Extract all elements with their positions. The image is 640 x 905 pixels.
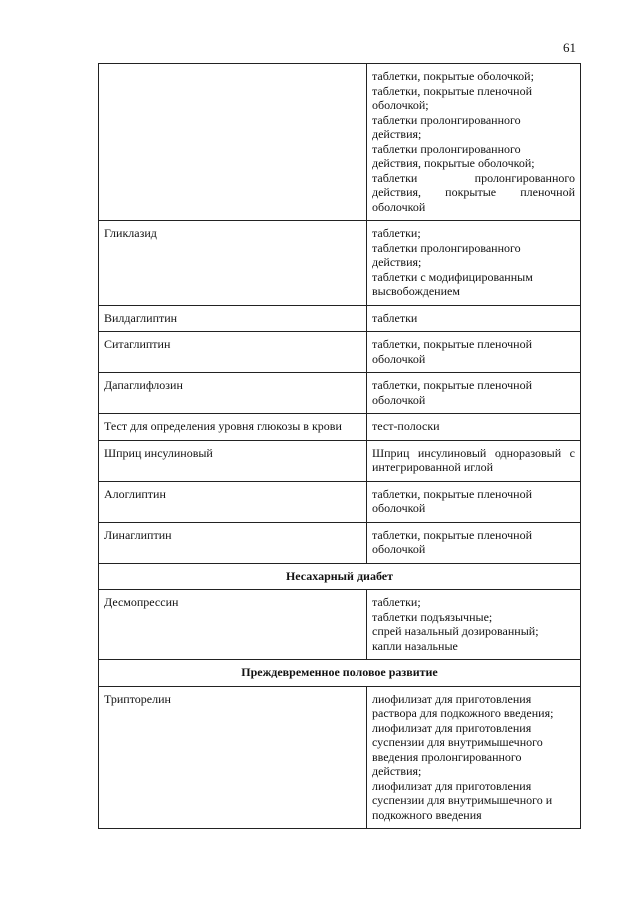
dosage-form-line: таблетки xyxy=(372,310,418,325)
dosage-forms-cell xyxy=(367,221,581,306)
dosage-form-line: подкожного введения xyxy=(372,807,482,822)
dosage-form-line: высвобождением xyxy=(372,284,460,298)
dosage-forms-cell xyxy=(367,590,581,660)
dosage-forms-cell xyxy=(367,64,581,221)
table-row xyxy=(99,440,581,481)
section-header-row xyxy=(99,563,581,590)
drug-name-cell: Шприц инсулиновый xyxy=(99,440,367,481)
dosage-form-line: таблетки, покрытые пленочной xyxy=(372,527,533,542)
dosage-forms-cell xyxy=(367,481,581,522)
table-row xyxy=(99,686,581,829)
dosage-form-line: таблетки, покрытые пленочной xyxy=(372,337,533,351)
dosage-form-line: Шприц инсулиновый одноразовый с xyxy=(372,445,575,460)
table-row xyxy=(99,481,581,522)
dosage-form-line: введения пролонгированного xyxy=(372,749,522,764)
drug-table xyxy=(98,63,581,829)
dosage-form-line: капли назальные xyxy=(372,638,458,653)
dosage-form-line: тест-полоски xyxy=(372,419,440,433)
dosage-form-line: действия; xyxy=(372,127,422,141)
table-row xyxy=(99,590,581,660)
dosage-forms-cell xyxy=(367,305,581,332)
table-row xyxy=(99,221,581,306)
dosage-form-line: оболочкой xyxy=(372,392,426,407)
drug-name-cell: Линаглиптин xyxy=(99,522,367,563)
dosage-form-line: таблетки пролонгированного xyxy=(372,240,521,255)
dosage-form-line: спрей назальный дозированный; xyxy=(372,624,539,638)
table-row xyxy=(99,522,581,563)
section-title: Преждевременное половое развитие xyxy=(99,660,581,687)
page-number: 61 xyxy=(563,40,576,55)
dosage-forms-cell xyxy=(367,686,581,829)
dosage-form-line: таблетки пролонгированного xyxy=(372,170,575,185)
dosage-form-line: таблетки, покрытые пленочной xyxy=(372,378,533,392)
drug-name-cell: Тест для определения уровня глюкозы в крови xyxy=(99,414,367,441)
dosage-form-line: таблетки, покрытые пленочной xyxy=(372,83,533,98)
dosage-form-line: оболочкой xyxy=(372,542,426,556)
drug-name-cell: Гликлазид xyxy=(99,221,367,306)
drug-name-cell: Ситаглиптин xyxy=(99,332,367,373)
dosage-form-line: оболочкой xyxy=(372,501,426,515)
drug-name-cell: Вилдаглиптин xyxy=(99,305,367,332)
dosage-form-line: таблетки; xyxy=(372,595,421,609)
dosage-forms-cell xyxy=(367,332,581,373)
dosage-forms-cell xyxy=(367,440,581,481)
table-row xyxy=(99,332,581,373)
dosage-form-line: оболочкой xyxy=(372,199,426,214)
dosage-form-line: раствора для подкожного введения; xyxy=(372,706,554,720)
table-row xyxy=(99,373,581,414)
dosage-form-line: таблетки; xyxy=(372,226,421,240)
dosage-form-line: действия; xyxy=(372,764,422,778)
dosage-forms-cell xyxy=(367,373,581,414)
table-row xyxy=(99,305,581,332)
dosage-form-line: интегрированной иглой xyxy=(372,460,494,474)
dosage-forms-cell xyxy=(367,522,581,563)
dosage-form-line: таблетки пролонгированного xyxy=(372,141,521,156)
dosage-form-line: оболочкой; xyxy=(372,98,429,112)
table-row xyxy=(99,414,581,441)
drug-name-cell: Алоглиптин xyxy=(99,481,367,522)
drug-name-cell: Дапаглифлозин xyxy=(99,373,367,414)
dosage-form-line: таблетки, покрытые пленочной xyxy=(372,486,533,501)
drug-name-cell xyxy=(99,64,367,221)
dosage-form-line: таблетки с модифицированным xyxy=(372,269,533,284)
drug-name-cell: Трипторелин xyxy=(99,686,367,829)
dosage-form-line: действия; xyxy=(372,255,422,269)
dosage-form-line: таблетки пролонгированного xyxy=(372,112,521,127)
dosage-form-line: лиофилизат для приготовления xyxy=(372,691,532,706)
dosage-form-line: действия, покрытые оболочкой; xyxy=(372,156,535,170)
drug-name-cell: Десмопрессин xyxy=(99,590,367,660)
section-title: Несахарный диабет xyxy=(99,563,581,590)
dosage-form-line: лиофилизат для приготовления xyxy=(372,778,532,793)
dosage-form-line: суспензии для внутримышечного xyxy=(372,735,543,749)
dosage-form-line: суспензии для внутримышечного и xyxy=(372,793,553,807)
table-row xyxy=(99,64,581,221)
dosage-form-line: лиофилизат для приготовления xyxy=(372,720,532,735)
dosage-form-line: действия, покрытые пленочной xyxy=(372,185,575,199)
dosage-form-line: таблетки подъязычные; xyxy=(372,609,493,624)
dosage-form-line: таблетки, покрытые оболочкой; xyxy=(372,69,534,83)
dosage-forms-cell xyxy=(367,414,581,441)
section-header-row xyxy=(99,660,581,687)
dosage-form-line: оболочкой xyxy=(372,351,426,366)
